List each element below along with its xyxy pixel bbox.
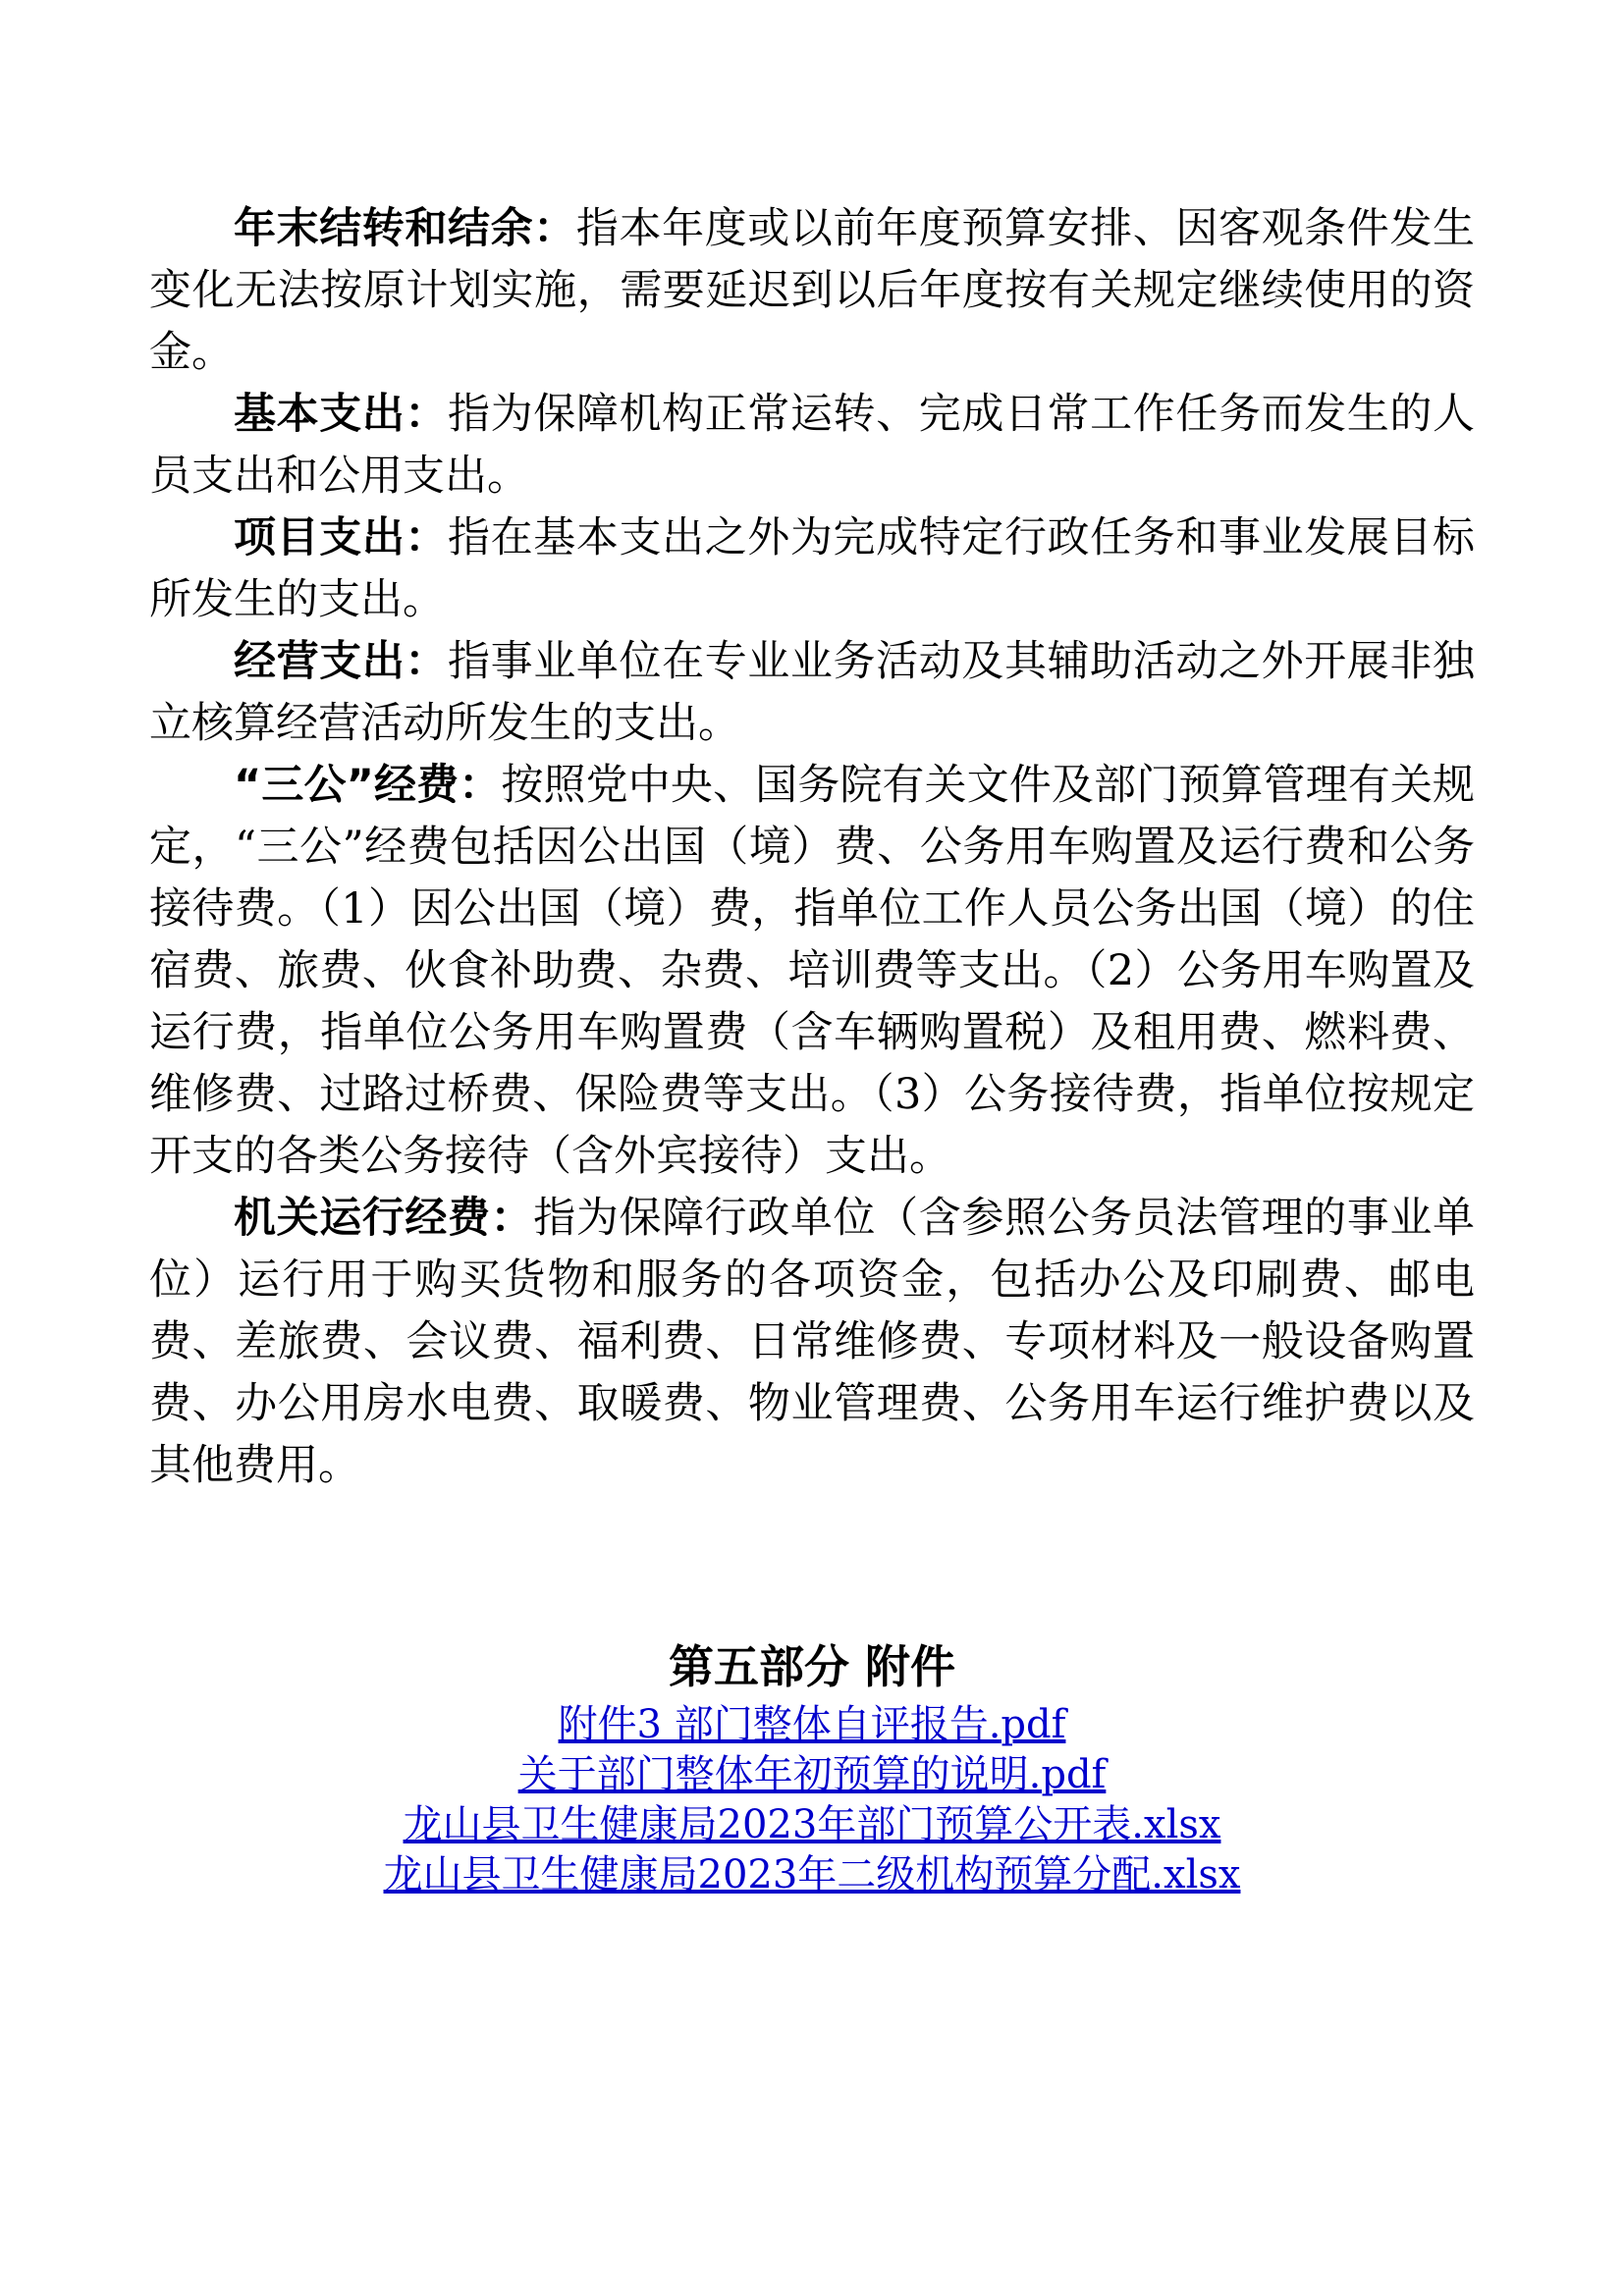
attachment-link-self-evaluation-report[interactable]: 附件3 部门整体自评报告.pdf bbox=[558, 1702, 1066, 1747]
glossary-paragraph-project-expenditure bbox=[149, 507, 1475, 631]
glossary-term: 年末结转和结余： bbox=[234, 204, 576, 253]
glossary-term: 项目支出： bbox=[234, 513, 449, 562]
glossary-definition: 指在基本支出之外为完成特定行政任务和事业发展目标所发生的支出。 bbox=[149, 513, 1476, 624]
glossary-definition: 指本年度或以前年度预算安排、因客观条件发生变化无法按原计划实施，需要延迟到以后年度按有关规定继续使用的资金。 bbox=[149, 204, 1476, 377]
glossary-paragraph-carryover bbox=[149, 198, 1475, 384]
glossary-paragraph-agency-operating-funds bbox=[149, 1188, 1475, 1497]
glossary-paragraph-operating-expenditure bbox=[149, 631, 1475, 755]
attachment-link-secondary-budget-allocation[interactable]: 龙山县卫生健康局2023年二级机构预算分配.xlsx bbox=[383, 1852, 1241, 1897]
glossary-term: “三公”经费： bbox=[234, 761, 502, 810]
glossary-term: 经营支出： bbox=[234, 637, 449, 686]
glossary-definition: 指为保障行政单位（含参照公务员法管理的事业单位）运行用于购买货物和服务的各项资金，包括办公及印刷费、邮电费、差旅费、会议费、福利费、日常维修费、专项材料及一般设备购置费、办公用房水电费、取暖费、物业管理费、公务用车运行维护费以及其他费用。 bbox=[149, 1194, 1475, 1490]
glossary-paragraph-basic-expenditure bbox=[149, 384, 1475, 507]
glossary-definition: 指事业单位在专业业务活动及其辅助活动之外开展非独立核算经营活动所发生的支出。 bbox=[149, 637, 1476, 748]
glossary-definition: 指为保障机构正常运转、完成日常工作任务而发生的人员支出和公用支出。 bbox=[149, 390, 1476, 501]
glossary-definition: 按照党中央、国务院有关文件及部门预算管理有关规定，“三公”经费包括因公出国（境）费、公务用车购置及运行费和公务接待费。（1）因公出国（境）费，指单位工作人员公务出国（境）的住宿费、旅费、伙食补助费、杂费、培训费等支出。（2）公务用车购置及运行费，指单位公务用车购置费（含车辆购置税）及租用费、燃料费、维修费、过路过桥费、保险费等支出。（3）公务接待费，指单位按规定开支的各类公务接待（含外宾接待）支出。 bbox=[149, 761, 1475, 1181]
attachment-link-budget-explanation[interactable]: 关于部门整体年初预算的说明.pdf bbox=[517, 1752, 1107, 1797]
glossary-section bbox=[149, 198, 1475, 1497]
glossary-term: 基本支出： bbox=[234, 390, 449, 439]
attachment-list bbox=[0, 1700, 1624, 1900]
glossary-term: 机关运行经费： bbox=[234, 1194, 534, 1243]
section-heading: 第五部分 附件 bbox=[668, 1640, 955, 1693]
attachment-link-budget-disclosure-table[interactable]: 龙山县卫生健康局2023年部门预算公开表.xlsx bbox=[403, 1802, 1221, 1847]
glossary-paragraph-three-public-funds bbox=[149, 755, 1475, 1188]
